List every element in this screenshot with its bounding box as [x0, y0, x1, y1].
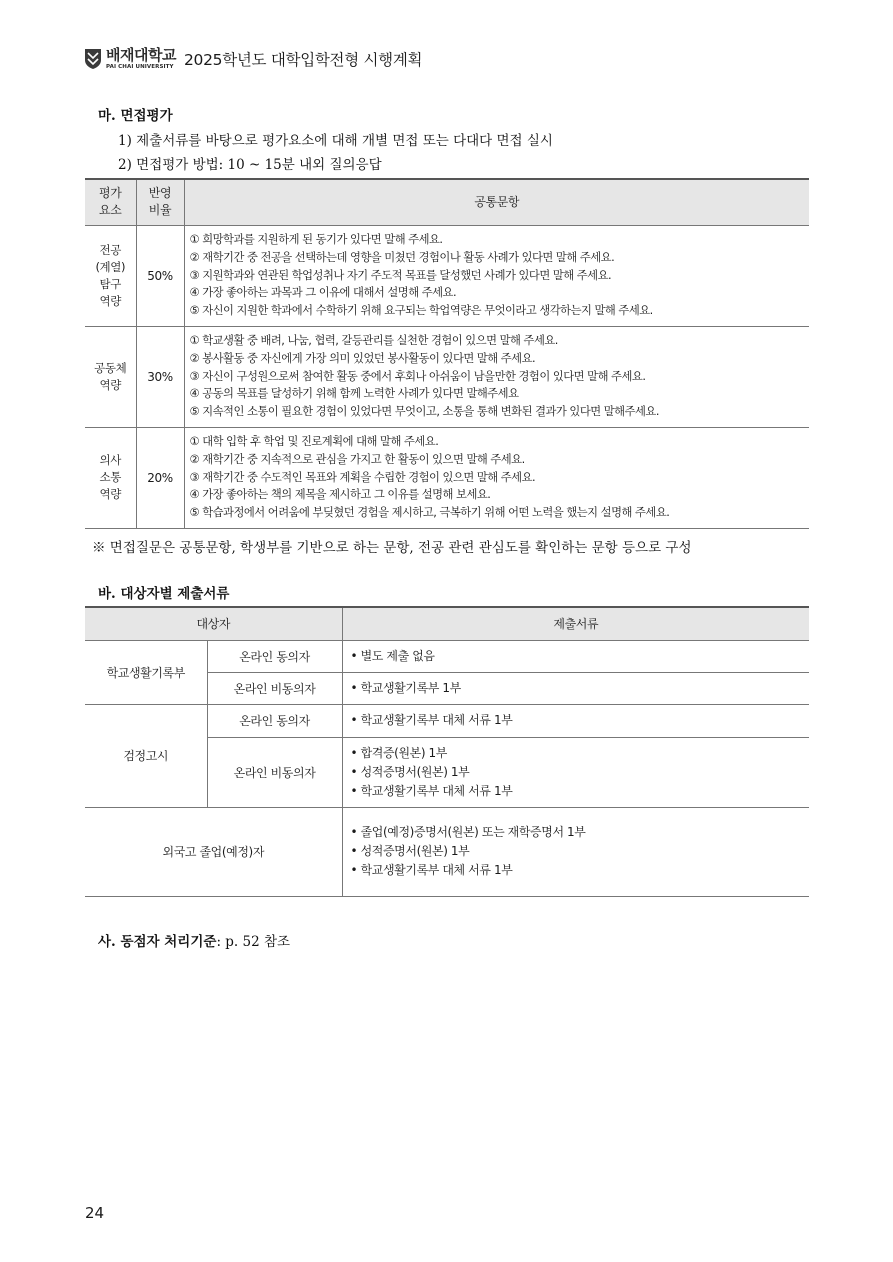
question-item: ⑤ 학습과정에서 어려움에 부딪혔던 경험을 제시하고, 극복하기 위해 어떤 노력을 했는지 설명해 주세요.: [189, 506, 670, 520]
question-item: ④ 공동의 목표를 달성하기 위해 함께 노력한 사례가 있다면 말해주세요: [189, 387, 519, 401]
tiebreak-text: : p. 52 참조: [216, 934, 291, 950]
logo-english-text: PAI CHAI UNIVERSITY: [106, 63, 174, 70]
documents-table-header: [85, 607, 809, 640]
questions-cell: [184, 225, 809, 326]
category-cell: 공동체 역량: [85, 326, 136, 427]
interview-line-2: 2) 면접평가 방법: 10 ~ 15분 내외 질의응답: [118, 157, 382, 173]
question-item: ② 재학기간 중 지속적으로 관심을 가지고 한 활동이 있으면 말해 주세요.: [189, 452, 525, 466]
ratio-cell: 30%: [136, 326, 184, 427]
docs-cell: • 학교생활기록부 대체 서류 1부: [342, 704, 809, 737]
questions-cell: [184, 326, 809, 427]
table-row: [85, 704, 809, 737]
logo-korean-text: 배재대학교: [106, 45, 176, 64]
documents-section-title: 바. 대상자별 제출서류: [98, 586, 230, 602]
group-cell: 검정고시: [85, 704, 207, 807]
interview-table: [85, 178, 809, 529]
question-item: ③ 재학기간 중 수도적인 목표와 계획을 수립한 경험이 있으면 말해 주세요.: [189, 470, 536, 484]
question-item: ③ 지원학과와 연관된 학업성취나 자기 주도적 목표를 달성했던 사례가 있다면 말해 주세요.: [189, 268, 612, 282]
documents-table: [85, 606, 809, 897]
group-cell: 학교생활기록부: [85, 640, 207, 704]
document-title: 2025학년도 대학입학전형 시행계획: [183, 51, 423, 69]
docs-cell: • 학교생활기록부 1부: [342, 672, 809, 704]
interview-table-header: [85, 179, 809, 225]
docs-cell: • 별도 제출 없음: [342, 640, 809, 672]
consent-cell: 온라인 비동의자: [207, 672, 342, 704]
question-item: ⑤ 지속적인 소통이 필요한 경험이 있었다면 무엇이고, 소통을 통해 변화된 결과가 있다면 말해주세요.: [189, 405, 659, 419]
header-questions: 공통문항: [184, 179, 809, 225]
group-cell: 외국고 졸업(예정)자: [85, 807, 342, 896]
ratio-cell: 50%: [136, 225, 184, 326]
table-row: [85, 225, 809, 326]
header-ratio: 반영 비율: [136, 179, 184, 225]
table-row: [85, 326, 809, 427]
ratio-cell: 20%: [136, 427, 184, 528]
university-logo: [84, 45, 176, 71]
page-header: [84, 44, 422, 74]
question-item: ③ 자신이 구성원으로써 참여한 활동 중에서 후회나 아쉬움이 남을만한 경험이 있다면 말해 주세요.: [189, 369, 646, 383]
question-item: ① 학교생활 중 배려, 나눔, 협력, 갈등관리를 실천한 경험이 있으면 말해 주세요.: [189, 334, 558, 347]
shield-crest-icon: [84, 48, 102, 70]
header-element: 평가 요소: [85, 179, 136, 225]
tiebreak-title: 사. 동점자 처리기준: [98, 934, 217, 950]
docs-cell: • 합격증(원본) 1부 • 성적증명서(원본) 1부 • 학교생활기록부 대체 서류 1부: [342, 737, 809, 807]
question-item: ④ 가장 좋아하는 과목과 그 이유에 대해서 설명해 주세요.: [189, 286, 457, 300]
tiebreak-section: [98, 930, 290, 950]
category-cell: 전공 (계열) 탐구 역량: [85, 225, 136, 326]
question-item: ① 대학 입학 후 학업 및 진로계획에 대해 말해 주세요.: [189, 435, 439, 448]
interview-line-1: 1) 제출서류를 바탕으로 평가요소에 대해 개별 면접 또는 다대다 면접 실시: [118, 133, 553, 149]
page-number: 24: [85, 1204, 105, 1222]
table-row: [85, 807, 809, 896]
consent-cell: 온라인 비동의자: [207, 737, 342, 807]
consent-cell: 온라인 동의자: [207, 640, 342, 672]
interview-note: ※ 면접질문은 공통문항, 학생부를 기반으로 하는 문항, 전공 관련 관심도를 확인하는 문항 등으로 구성: [92, 540, 692, 556]
header-target: 대상자: [85, 607, 342, 640]
question-item: ② 봉사활동 중 자신에게 가장 의미 있었던 봉사활동이 있다면 말해 주세요.: [189, 351, 536, 365]
table-row: [85, 640, 809, 672]
consent-cell: 온라인 동의자: [207, 704, 342, 737]
question-item: ④ 가장 좋아하는 책의 제목을 제시하고 그 이유를 설명해 보세요.: [189, 488, 491, 502]
header-docs: 제출서류: [342, 607, 809, 640]
question-item: ② 재학기간 중 전공을 선택하는데 영향을 미쳤던 경험이나 활동 사례가 있다면 말해 주세요.: [189, 250, 615, 264]
docs-cell: • 졸업(예정)증명서(원본) 또는 재학증명서 1부 • 성적증명서(원본) 1부 • 학교생활기록부 대체 서류 1부: [342, 807, 809, 896]
table-row: [85, 427, 809, 528]
questions-cell: [184, 427, 809, 528]
interview-section-title: 마. 면접평가: [98, 108, 173, 124]
question-item: ① 희망학과를 지원하게 된 동기가 있다면 말해 주세요.: [189, 233, 443, 246]
question-item: ⑤ 자신이 지원한 학과에서 수학하기 위해 요구되는 학업역량은 무엇이라고 생각하는지 말해 주세요.: [189, 304, 653, 318]
category-cell: 의사 소통 역량: [85, 427, 136, 528]
